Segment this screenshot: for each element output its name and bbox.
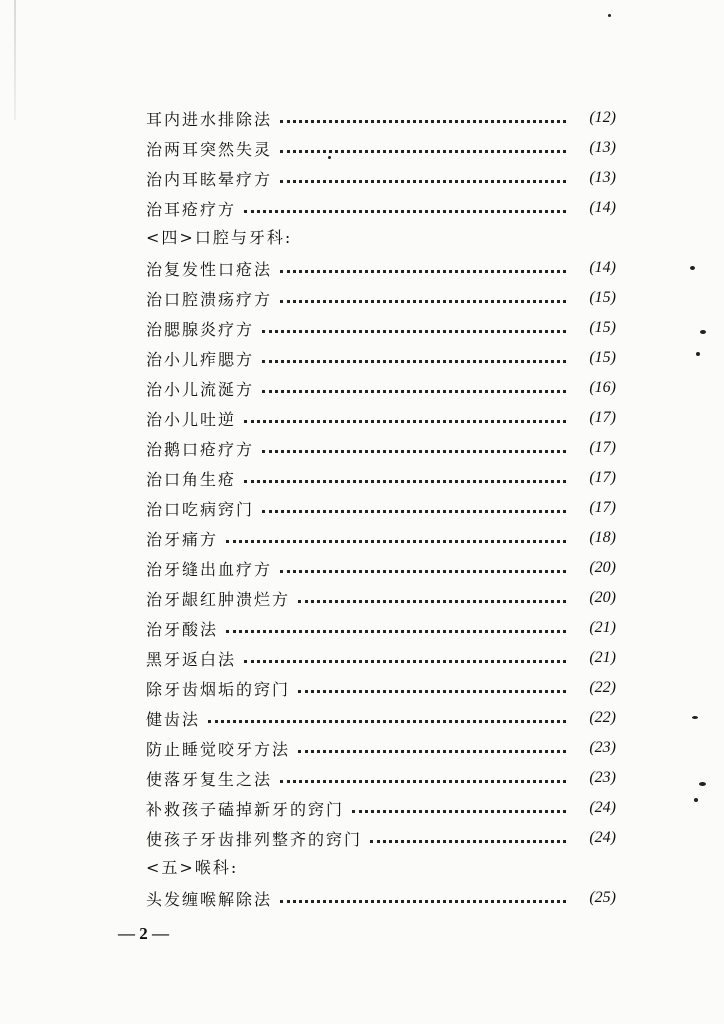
toc-entry xyxy=(146,883,616,913)
toc-entry-page: (22) xyxy=(589,679,616,696)
dot-leader xyxy=(262,330,566,333)
toc-entry xyxy=(146,403,616,433)
toc-entry-page: (13) xyxy=(589,139,616,156)
toc-entry xyxy=(146,643,616,673)
dot-leader xyxy=(226,540,566,543)
dot-leader xyxy=(262,510,566,513)
toc-entry xyxy=(146,733,616,763)
dot-leader xyxy=(298,600,566,603)
toc-entry xyxy=(146,133,616,163)
dot-leader xyxy=(280,120,566,123)
scan-speck xyxy=(694,798,698,802)
toc-entry-page: (24) xyxy=(589,799,616,816)
toc-entry-title: 治牙酸法 xyxy=(146,619,219,639)
dot-leader xyxy=(262,450,566,453)
toc-group-mouth-teeth xyxy=(146,253,616,853)
dot-leader xyxy=(226,630,566,633)
toc-entry-page: (23) xyxy=(589,739,616,756)
scan-speck xyxy=(690,266,695,270)
toc-entry-page: (17) xyxy=(589,439,616,456)
dot-leader xyxy=(280,780,566,783)
toc-entry-title: 治内耳眩晕疗方 xyxy=(146,169,273,189)
dot-leader xyxy=(280,570,566,573)
toc-entry-page: (17) xyxy=(589,409,616,426)
toc-entry xyxy=(146,253,616,283)
toc-entry-page: (21) xyxy=(589,649,616,666)
dot-leader xyxy=(280,180,566,183)
toc-entry xyxy=(146,463,616,493)
dot-leader xyxy=(244,660,566,663)
toc-entry-page: (23) xyxy=(589,769,616,786)
dot-leader xyxy=(280,270,566,273)
toc-entry-title: 使孩子牙齿排列整齐的窍门 xyxy=(146,829,363,849)
toc-entry xyxy=(146,673,616,703)
toc-entry xyxy=(146,103,616,133)
toc-entry xyxy=(146,823,616,853)
toc-entry-title: 使落牙复生之法 xyxy=(146,769,273,789)
toc-entry-title: 治鹅口疮疗方 xyxy=(146,439,255,459)
dot-leader xyxy=(244,420,566,423)
dot-leader xyxy=(298,690,566,693)
toc-entry xyxy=(146,793,616,823)
dot-leader xyxy=(262,390,566,393)
toc-entry-page: (17) xyxy=(589,469,616,486)
toc-entry-title: 健齿法 xyxy=(146,709,201,729)
toc-entry-title: 治牙痛方 xyxy=(146,529,219,549)
toc-entry-page: (18) xyxy=(589,529,616,546)
toc-entry xyxy=(146,283,616,313)
dot-leader xyxy=(208,720,566,723)
toc-entry-page: (15) xyxy=(589,319,616,336)
toc-entry-title: 治腮腺炎疗方 xyxy=(146,319,255,339)
dot-leader xyxy=(280,900,566,903)
toc-entry-title: 治口角生疮 xyxy=(146,469,237,489)
toc-entry-page: (12) xyxy=(589,109,616,126)
toc-entry-page: (15) xyxy=(589,349,616,366)
scan-speck xyxy=(699,782,706,786)
toc-entry-page: (14) xyxy=(589,199,616,216)
toc-entry-page: (20) xyxy=(589,589,616,606)
scan-speck xyxy=(700,330,706,334)
toc-entry xyxy=(146,163,616,193)
toc-entry-title: 治小儿痄腮方 xyxy=(146,349,255,369)
toc-entry-page: (24) xyxy=(589,829,616,846)
toc-entry-title: 治牙缝出血疗方 xyxy=(146,559,273,579)
toc-entry-page: (25) xyxy=(589,889,616,906)
section-heading-five: <五>喉科: xyxy=(146,858,239,877)
toc-entry-title: 治小儿流涎方 xyxy=(146,379,255,399)
toc-entry-page: (17) xyxy=(589,499,616,516)
toc-entry-page: (21) xyxy=(589,619,616,636)
toc-entry-page: (13) xyxy=(589,169,616,186)
toc-entry xyxy=(146,313,616,343)
dot-leader xyxy=(280,300,566,303)
dot-leader xyxy=(352,810,566,813)
toc-entry-title: 治口吃病窍门 xyxy=(146,499,255,519)
toc-entry xyxy=(146,763,616,793)
toc-entry-title: 治牙龈红肿溃烂方 xyxy=(146,589,291,609)
toc-entry xyxy=(146,703,616,733)
toc-entry-title: 治两耳突然失灵 xyxy=(146,139,273,159)
scan-speck xyxy=(608,14,611,17)
toc-entry-page: (15) xyxy=(589,289,616,306)
dot-leader xyxy=(244,480,566,483)
toc-group-throat xyxy=(146,883,616,913)
toc-entry-page: (22) xyxy=(589,709,616,726)
scan-speck xyxy=(692,716,698,719)
dot-leader xyxy=(370,840,566,843)
toc-entry xyxy=(146,583,616,613)
toc-entry xyxy=(146,493,616,523)
toc-entry-title: 除牙齿烟垢的窍门 xyxy=(146,679,291,699)
toc-entry xyxy=(146,193,616,223)
toc-group-ear xyxy=(146,103,616,223)
table-of-contents xyxy=(146,103,616,913)
page-number: — 2 — xyxy=(118,924,169,943)
binding-edge-line xyxy=(14,0,16,120)
toc-entry xyxy=(146,613,616,643)
toc-entry-page: (20) xyxy=(589,559,616,576)
toc-entry-page: (16) xyxy=(589,379,616,396)
dot-leader xyxy=(280,150,566,153)
toc-entry-title: 治口腔溃疡疗方 xyxy=(146,289,273,309)
toc-entry-title: 黑牙返白法 xyxy=(146,649,237,669)
toc-entry xyxy=(146,553,616,583)
dot-leader xyxy=(244,210,566,213)
toc-entry-title: 耳内进水排除法 xyxy=(146,109,273,129)
toc-entry-title: 治小儿吐逆 xyxy=(146,409,237,429)
toc-entry-title: 防止睡觉咬牙方法 xyxy=(146,739,291,759)
dot-leader xyxy=(262,360,566,363)
toc-entry xyxy=(146,523,616,553)
toc-entry xyxy=(146,373,616,403)
scan-speck xyxy=(328,156,331,159)
toc-entry-title: 补救孩子磕掉新牙的窍门 xyxy=(146,799,345,819)
toc-entry-page: (14) xyxy=(589,259,616,276)
toc-entry-title: 治耳疮疗方 xyxy=(146,199,237,219)
toc-entry-title: 治复发性口疮法 xyxy=(146,259,273,279)
toc-entry-title: 头发缠喉解除法 xyxy=(146,889,273,909)
scan-speck xyxy=(696,352,700,356)
section-heading-four: <四>口腔与牙科: xyxy=(146,228,293,247)
dot-leader xyxy=(298,750,566,753)
toc-entry xyxy=(146,433,616,463)
toc-entry xyxy=(146,343,616,373)
